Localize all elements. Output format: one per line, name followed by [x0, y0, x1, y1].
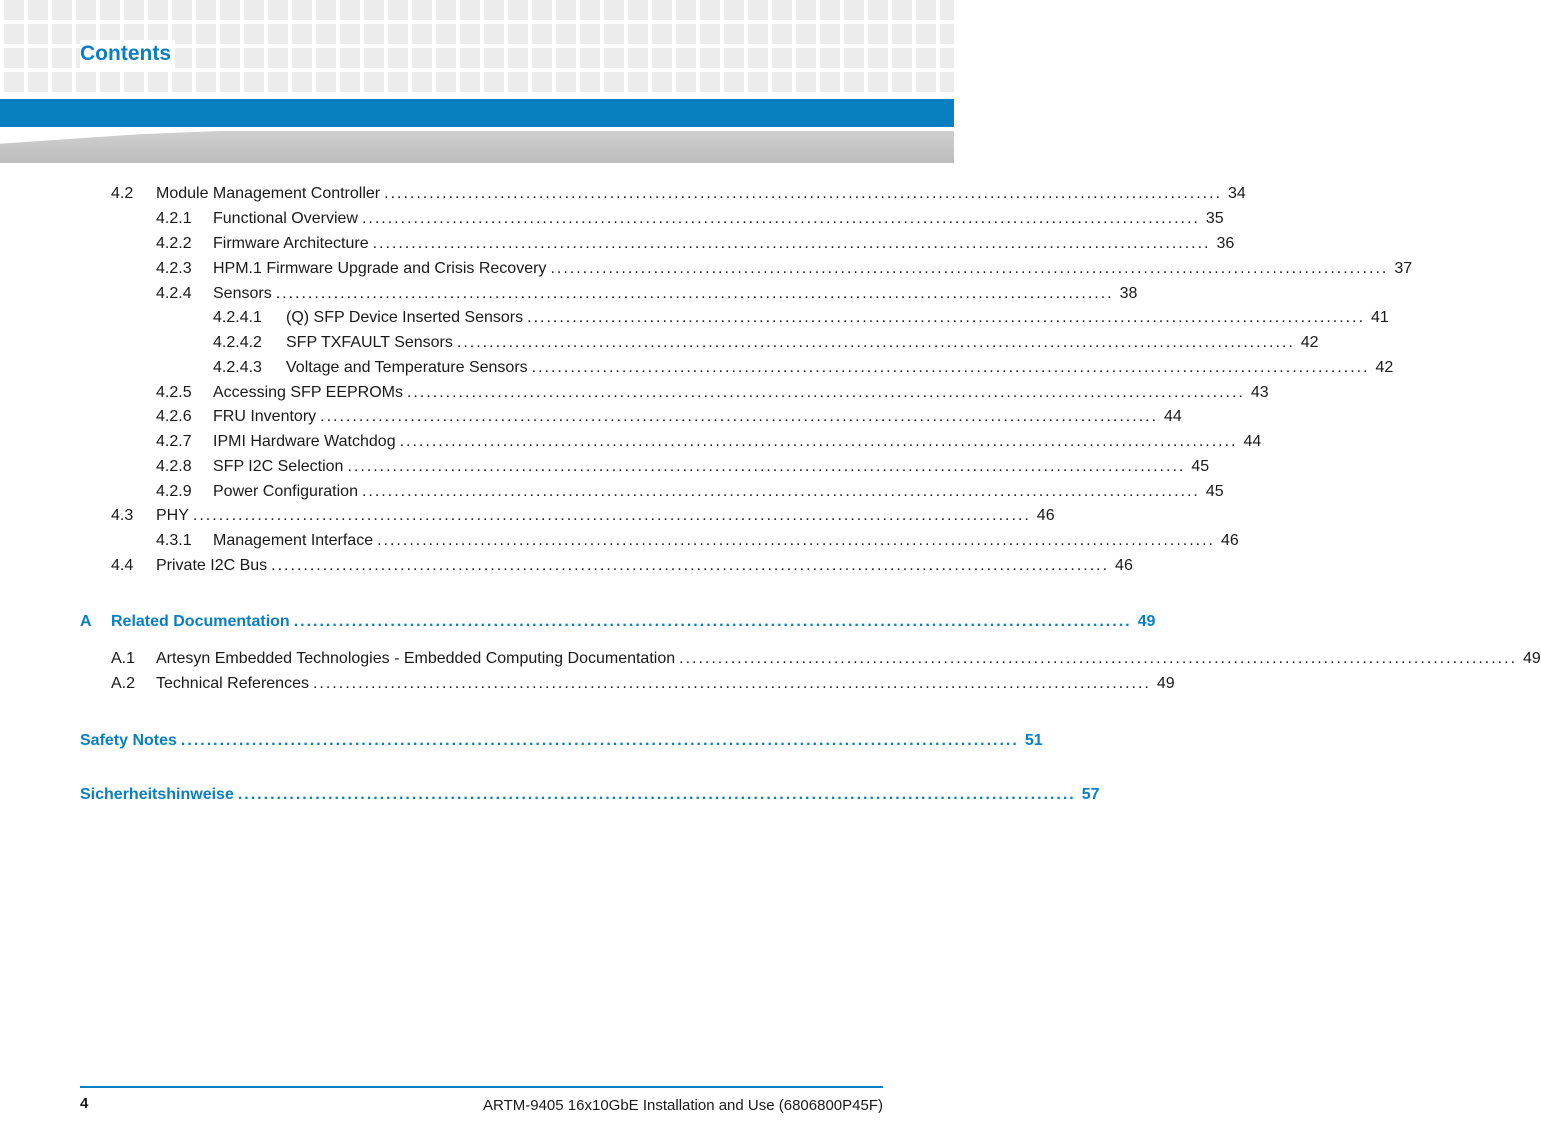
toc-dot-leader: ..................................................................................................................................	[180, 732, 1019, 749]
toc-entry-title: Power Configuration	[213, 483, 358, 500]
toc-entry-number: 4.2.4.1	[213, 309, 262, 326]
toc-entry-title: HPM.1 Firmware Upgrade and Crisis Recovery	[213, 260, 547, 277]
toc-entry[interactable]	[156, 283, 1138, 305]
toc-dot-leader: ..................................................................................................................................	[377, 532, 1215, 549]
toc-entry-title: Related Documentation	[111, 613, 290, 630]
toc-entry-number: 4.2.4	[156, 285, 192, 302]
toc-entry-title: SFP I2C Selection	[213, 458, 344, 475]
toc-dot-leader: ..................................................................................................................................	[320, 408, 1159, 425]
toc-entry-page: 51	[1024, 732, 1043, 749]
toc-entry[interactable]	[156, 208, 1224, 230]
toc-entry[interactable]	[213, 307, 1389, 329]
toc-entry-title: Functional Overview	[213, 210, 358, 227]
toc-dot-leader: ..................................................................................................................................	[550, 260, 1389, 277]
toc-dot-leader: ..................................................................................................................................	[679, 650, 1518, 667]
toc-dot-leader: ..................................................................................................................................	[361, 483, 1200, 500]
toc-entry[interactable]	[213, 332, 1319, 354]
toc-entry[interactable]	[156, 233, 1235, 255]
toc-entry-number: 4.2.4.2	[213, 334, 262, 351]
toc-entry-page: 45	[1191, 458, 1210, 475]
toc-entry-page: 49	[1156, 675, 1175, 692]
toc-entry-number: 4.2.1	[156, 210, 192, 227]
toc-entry-number: A.2	[111, 675, 136, 692]
toc-entry-title: PHY	[156, 507, 189, 524]
toc-entry-page: 44	[1243, 433, 1262, 450]
toc-entry-title: Sensors	[213, 285, 272, 302]
toc-dot-leader: ..................................................................................................................................	[192, 507, 1031, 524]
header-blue-band	[0, 99, 954, 127]
toc-entry-page: 41	[1371, 309, 1389, 326]
toc-dot-leader: ..................................................................................................................................	[384, 185, 1223, 202]
header-gray-band	[0, 131, 954, 163]
toc-entry-title: Firmware Architecture	[213, 235, 369, 252]
toc-entry-title: Artesyn Embedded Technologies - Embedded Computing Documentation	[156, 650, 676, 667]
toc-entry-number: 4.3	[111, 507, 134, 524]
toc-entry-number: 4.2.7	[156, 433, 192, 450]
toc-chapter-entry[interactable]	[80, 784, 1100, 806]
toc-entry[interactable]	[111, 673, 1175, 695]
toc-dot-leader: ..................................................................................................................................	[531, 359, 1370, 376]
toc-entry-page: 42	[1375, 359, 1394, 376]
toc-entry-number: 4.2.4.3	[213, 359, 262, 376]
toc-dot-leader: ..................................................................................................................................	[293, 613, 1132, 630]
toc-entry-title: Sicherheitshinweise	[80, 786, 234, 803]
footer-divider	[80, 1086, 883, 1088]
footer-page-number: 4	[80, 1095, 89, 1112]
toc-entry[interactable]	[156, 382, 1269, 404]
toc-entry-page: 37	[1394, 260, 1413, 277]
toc-entry[interactable]	[111, 183, 1246, 205]
toc-entry[interactable]	[213, 357, 1394, 379]
toc-entry-page: 46	[1220, 532, 1239, 549]
toc-entry-page: 38	[1119, 285, 1138, 302]
toc-entry[interactable]	[156, 530, 1239, 552]
page-title: Contents	[80, 40, 175, 68]
toc-entry-number: 4.2.8	[156, 458, 192, 475]
toc-entry[interactable]	[111, 648, 1541, 670]
toc-entry[interactable]	[156, 481, 1224, 503]
toc-entry-title: Management Interface	[213, 532, 374, 549]
toc-entry-title: Accessing SFP EEPROMs	[213, 384, 403, 401]
toc-entry-page: 42	[1300, 334, 1319, 351]
toc-entry-number: 4.2.3	[156, 260, 192, 277]
toc-entry-number: 4.3.1	[156, 532, 192, 549]
toc-entry-page: 34	[1228, 185, 1246, 202]
toc-entry[interactable]	[156, 456, 1210, 478]
toc-dot-leader: ..................................................................................................................................	[361, 210, 1200, 227]
toc-entry-title: Private I2C Bus	[156, 557, 268, 574]
toc-entry-number: 4.2.9	[156, 483, 192, 500]
toc-dot-leader: ..................................................................................................................................	[271, 557, 1110, 574]
toc-entry-number: 4.2.2	[156, 235, 192, 252]
toc-dot-leader: ..................................................................................................................................	[312, 675, 1151, 692]
toc-entry-page: 43	[1250, 384, 1269, 401]
toc-entry-title: FRU Inventory	[213, 408, 317, 425]
toc-entry[interactable]	[156, 431, 1262, 453]
toc-entry-title: SFP TXFAULT Sensors	[286, 334, 453, 351]
toc-entry-number: 4.2	[111, 185, 134, 202]
toc-entry[interactable]	[111, 505, 1055, 527]
toc-entry-page: 46	[1115, 557, 1133, 574]
toc-entry-title: Technical References	[156, 675, 309, 692]
toc-entry-number: A	[80, 613, 92, 630]
footer-document-title: ARTM-9405 16x10GbE Installation and Use (6806800P45F)	[483, 1097, 883, 1114]
toc-entry-title: (Q) SFP Device Inserted Sensors	[286, 309, 524, 326]
toc-entry-number: A.1	[111, 650, 136, 667]
toc-entry-page: 57	[1081, 786, 1100, 803]
toc-dot-leader: ..................................................................................................................................	[347, 458, 1186, 475]
toc-dot-leader: ..................................................................................................................................	[456, 334, 1295, 351]
toc-entry-number: 4.2.5	[156, 384, 192, 401]
toc-entry-page: 45	[1205, 483, 1224, 500]
toc-dot-leader: ..................................................................................................................................	[399, 433, 1238, 450]
toc-entry-title: IPMI Hardware Watchdog	[213, 433, 396, 450]
toc-entry[interactable]	[156, 258, 1413, 280]
toc-appendix-entry[interactable]	[80, 611, 1156, 633]
toc-entry-title: Safety Notes	[80, 732, 177, 749]
toc-entry-title: Voltage and Temperature Sensors	[286, 359, 528, 376]
toc-entry-title: Module Management Controller	[156, 185, 381, 202]
toc-entry[interactable]	[156, 406, 1182, 428]
toc-entry-page: 49	[1523, 650, 1541, 667]
toc-entry[interactable]	[111, 555, 1133, 577]
toc-dot-leader: ..................................................................................................................................	[275, 285, 1114, 302]
toc-entry-number: 4.2.6	[156, 408, 192, 425]
toc-entry-page: 44	[1164, 408, 1182, 425]
toc-entry-page: 35	[1205, 210, 1224, 227]
toc-dot-leader: ..................................................................................................................................	[406, 384, 1245, 401]
toc-dot-leader: ..................................................................................................................................	[527, 309, 1366, 326]
toc-entry-page: 46	[1036, 507, 1055, 524]
toc-chapter-entry[interactable]	[80, 730, 1043, 752]
toc-entry-number: 4.4	[111, 557, 134, 574]
toc-entry-page: 36	[1216, 235, 1235, 252]
toc-entry-page: 49	[1137, 613, 1156, 630]
toc-dot-leader: ..................................................................................................................................	[372, 235, 1211, 252]
toc-dot-leader: ..................................................................................................................................	[237, 786, 1076, 803]
